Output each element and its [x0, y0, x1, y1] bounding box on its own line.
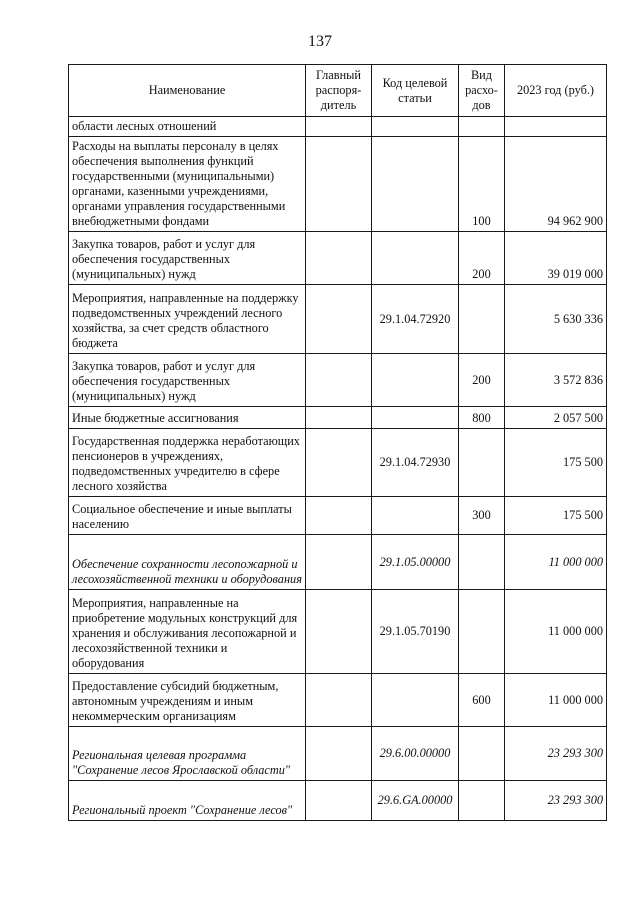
table-row	[69, 497, 607, 535]
row-glav	[306, 674, 372, 727]
row-code: 29.1.05.70190	[372, 590, 459, 674]
row-glav	[306, 232, 372, 285]
row-code	[372, 232, 459, 285]
row-sum: 94 962 900	[505, 137, 607, 232]
table-row	[69, 285, 607, 354]
row-code	[372, 117, 459, 137]
table-row	[69, 535, 607, 590]
row-sum: 3 572 836	[505, 354, 607, 407]
row-vid	[459, 590, 505, 674]
row-code	[372, 354, 459, 407]
row-vid	[459, 429, 505, 497]
row-sum: 2 057 500	[505, 407, 607, 429]
row-name: Региональная целевая программа "Сохранение лесов Ярославской области"	[69, 727, 306, 781]
row-name: Мероприятия, направленные на поддержку подведомственных учреждений лесного хозяйства, за счет средств областного бюджета	[69, 285, 306, 354]
row-code: 29.1.04.72930	[372, 429, 459, 497]
row-name: Государственная поддержка неработающих пенсионеров в учреждениях, подведомственных учредителю в сфере лесного хозяйства	[69, 429, 306, 497]
row-sum: 175 500	[505, 497, 607, 535]
header-vid: Вид расхо-дов	[459, 65, 505, 117]
row-code: 29.1.04.72920	[372, 285, 459, 354]
row-glav	[306, 354, 372, 407]
row-glav	[306, 117, 372, 137]
row-code: 29.6.GA.00000	[372, 781, 459, 821]
row-sum	[505, 117, 607, 137]
row-name: Иные бюджетные ассигнования	[69, 407, 306, 429]
table-row	[69, 674, 607, 727]
row-vid	[459, 285, 505, 354]
row-sum: 23 293 300	[505, 727, 607, 781]
row-glav	[306, 535, 372, 590]
header-code: Код целевой статьи	[372, 65, 459, 117]
row-sum: 11 000 000	[505, 590, 607, 674]
row-code: 29.6.00.00000	[372, 727, 459, 781]
table-row	[69, 429, 607, 497]
row-vid	[459, 727, 505, 781]
row-name: области лесных отношений	[69, 117, 306, 137]
row-name: Мероприятия, направленные на приобретение модульных конструкций для хранения и обслуживания лесопожарной и лесохозяйственной техники и оборудования	[69, 590, 306, 674]
row-sum: 39 019 000	[505, 232, 607, 285]
header-glav: Главный распоря-дитель	[306, 65, 372, 117]
row-name: Закупка товаров, работ и услуг для обеспечения государственных (муниципальных) нужд	[69, 354, 306, 407]
row-sum: 11 000 000	[505, 674, 607, 727]
row-vid: 300	[459, 497, 505, 535]
table-row	[69, 137, 607, 232]
table-row	[69, 590, 607, 674]
row-glav	[306, 285, 372, 354]
row-sum: 11 000 000	[505, 535, 607, 590]
row-vid: 200	[459, 354, 505, 407]
row-sum: 175 500	[505, 429, 607, 497]
row-sum: 23 293 300	[505, 781, 607, 821]
row-vid	[459, 117, 505, 137]
header-sum: 2023 год (руб.)	[505, 65, 607, 117]
row-vid	[459, 535, 505, 590]
table-row	[69, 117, 607, 137]
page-number: 137	[308, 33, 332, 50]
row-vid: 600	[459, 674, 505, 727]
row-vid: 100	[459, 137, 505, 232]
row-name: Предоставление субсидий бюджетным, автономным учреждениям и иным некоммерческим организациям	[69, 674, 306, 727]
row-code	[372, 674, 459, 727]
row-glav	[306, 137, 372, 232]
table-row	[69, 781, 607, 821]
row-vid: 800	[459, 407, 505, 429]
row-name: Обеспечение сохранности лесопожарной и лесохозяйственной техники и оборудования	[69, 535, 306, 590]
row-name: Социальное обеспечение и иные выплаты населению	[69, 497, 306, 535]
row-glav	[306, 497, 372, 535]
row-code	[372, 497, 459, 535]
row-glav	[306, 407, 372, 429]
row-name: Региональный проект "Сохранение лесов"	[69, 781, 306, 821]
table-row	[69, 232, 607, 285]
header-row	[69, 65, 607, 117]
table-row	[69, 407, 607, 429]
budget-table	[68, 64, 607, 821]
header-name: Наименование	[69, 65, 306, 117]
row-name: Расходы на выплаты персоналу в целях обеспечения выполнения функций государственными (муниципальными) органами, казенными учреждениями, органами управления государственными внебюджетными фондами	[69, 137, 306, 232]
row-vid	[459, 781, 505, 821]
row-code: 29.1.05.00000	[372, 535, 459, 590]
row-vid: 200	[459, 232, 505, 285]
row-code	[372, 407, 459, 429]
table-row	[69, 727, 607, 781]
row-sum: 5 630 336	[505, 285, 607, 354]
row-glav	[306, 590, 372, 674]
table-row	[69, 354, 607, 407]
row-name: Закупка товаров, работ и услуг для обеспечения государственных (муниципальных) нужд	[69, 232, 306, 285]
row-code	[372, 137, 459, 232]
row-glav	[306, 781, 372, 821]
row-glav	[306, 429, 372, 497]
row-glav	[306, 727, 372, 781]
